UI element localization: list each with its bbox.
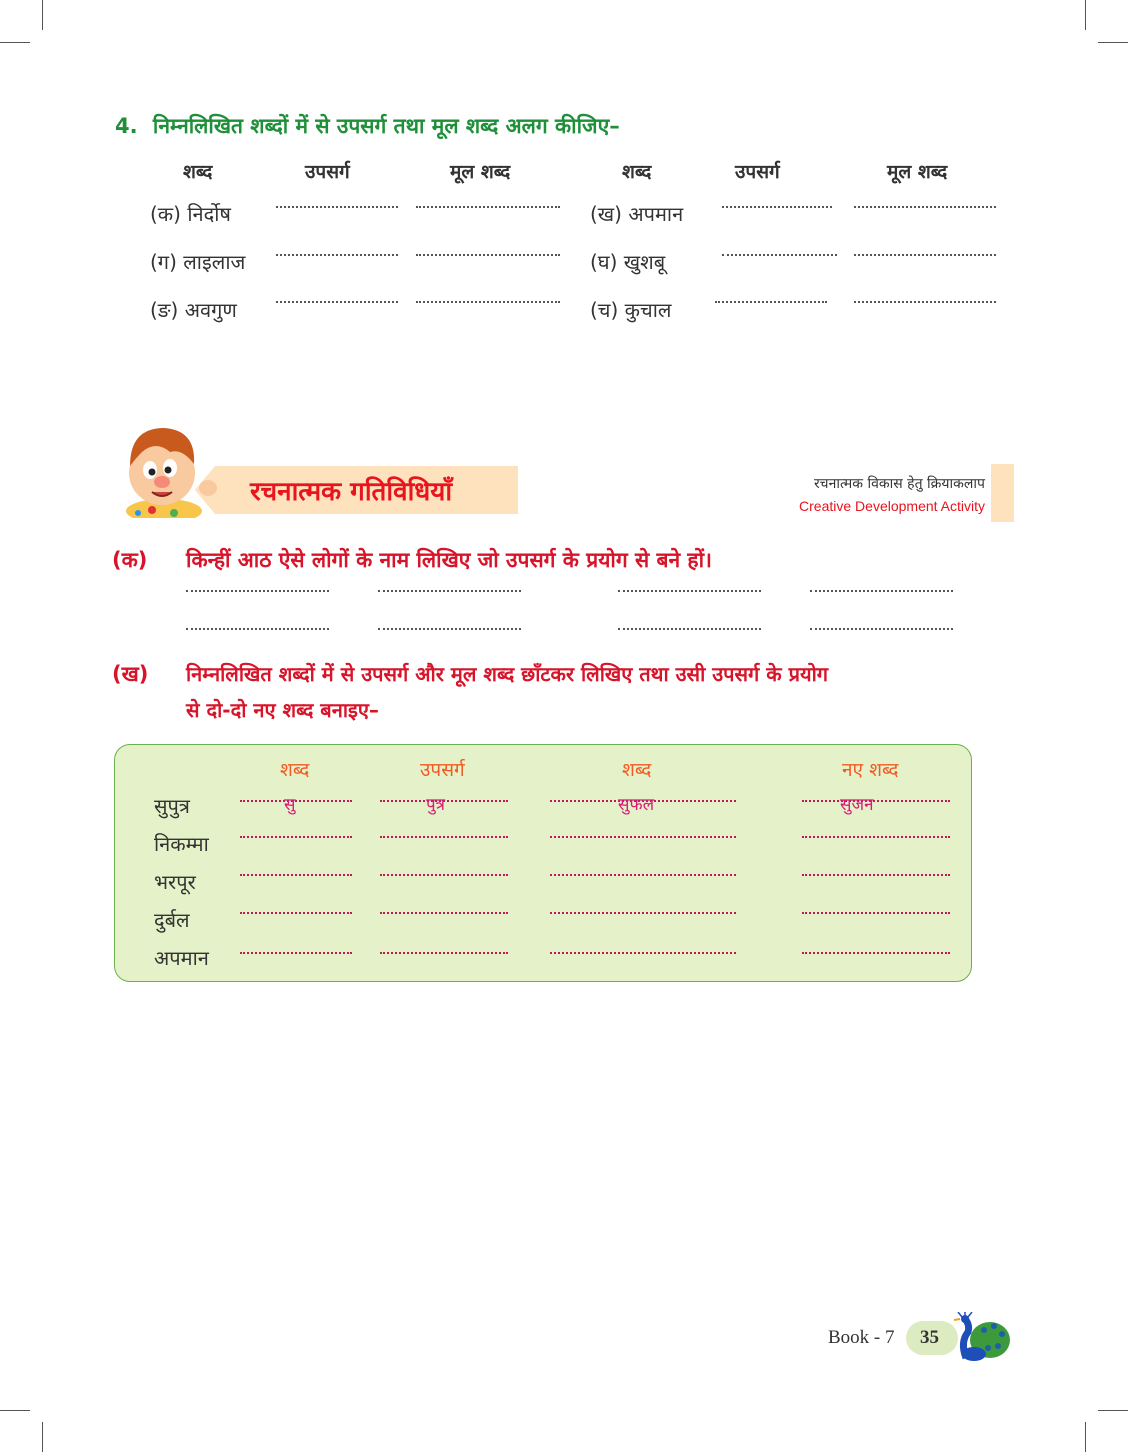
qb-blank[interactable] bbox=[240, 800, 352, 802]
q4-blank[interactable] bbox=[722, 206, 832, 208]
qb-row-word: भरपूर bbox=[154, 870, 196, 894]
qb-blank[interactable] bbox=[380, 874, 508, 876]
qb-text-line2: से दो-दो नए शब्द बनाइए– bbox=[186, 698, 379, 722]
boy-illustration-icon bbox=[112, 418, 220, 518]
qa-marker: (क) bbox=[112, 548, 148, 572]
qa-blank[interactable] bbox=[810, 628, 953, 630]
qb-row-word: निकम्मा bbox=[154, 832, 209, 856]
qb-blank[interactable] bbox=[802, 800, 950, 802]
q4-item-ga: (ग) लाइलाज bbox=[150, 250, 246, 274]
qb-blank[interactable] bbox=[380, 912, 508, 914]
qb-answer: पुत्र bbox=[426, 795, 446, 815]
q4-blank[interactable] bbox=[276, 301, 398, 303]
qb-answer: सुफल bbox=[618, 795, 655, 815]
q4-header-root-1: मूल शब्द bbox=[450, 161, 511, 183]
qb-blank[interactable] bbox=[802, 836, 950, 838]
q4-item-ka: (क) निर्दोष bbox=[150, 202, 231, 226]
qb-blank[interactable] bbox=[802, 874, 950, 876]
q4-blank[interactable] bbox=[416, 206, 560, 208]
qb-blank[interactable] bbox=[802, 912, 950, 914]
q4-item-kha: (ख) अपमान bbox=[590, 202, 684, 226]
qa-blank[interactable] bbox=[618, 628, 761, 630]
qb-blank[interactable] bbox=[380, 952, 508, 954]
crop-mark bbox=[42, 0, 43, 30]
qb-blank[interactable] bbox=[240, 836, 352, 838]
q4-blank[interactable] bbox=[276, 254, 398, 256]
q4-header-word-2: शब्द bbox=[622, 161, 652, 183]
qb-blank[interactable] bbox=[802, 952, 950, 954]
qa-blank[interactable] bbox=[378, 628, 521, 630]
creative-subtitle-bar bbox=[991, 464, 1014, 522]
crop-mark bbox=[1098, 1410, 1128, 1411]
q4-blank[interactable] bbox=[416, 301, 560, 303]
q4-blank[interactable] bbox=[854, 254, 996, 256]
q4-text: निम्नलिखित शब्दों में से उपसर्ग तथा मूल शब्द अलग कीजिए– bbox=[152, 114, 620, 138]
qb-blank[interactable] bbox=[550, 836, 736, 838]
q4-item-nga: (ङ) अवगुण bbox=[150, 298, 237, 322]
crop-mark bbox=[1085, 1422, 1086, 1452]
q4-blank[interactable] bbox=[722, 254, 837, 256]
q4-header-word-1: शब्द bbox=[183, 161, 213, 183]
qa-text: किन्हीं आठ ऐसे लोगों के नाम लिखिए जो उपसर्ग के प्रयोग से बने हों। bbox=[186, 548, 712, 572]
qb-row-word: सुपुत्र bbox=[154, 794, 190, 818]
q4-header-prefix-2: उपसर्ग bbox=[735, 161, 780, 183]
peacock-icon bbox=[950, 1312, 1012, 1364]
footer-book-label: Book - 7 bbox=[828, 1327, 895, 1348]
qb-row-word: दुर्बल bbox=[154, 908, 190, 932]
q4-header-prefix-1: उपसर्ग bbox=[305, 161, 350, 183]
qb-header-word: शब्द bbox=[280, 759, 310, 781]
crop-mark bbox=[0, 42, 30, 43]
qb-answer: सु bbox=[284, 795, 296, 815]
q4-number: 4. bbox=[115, 114, 138, 138]
qb-text-line1: निम्नलिखित शब्दों में से उपसर्ग और मूल शब्द छाँटकर लिखिए तथा उसी उपसर्ग के प्रयोग bbox=[186, 662, 829, 686]
q4-blank[interactable] bbox=[416, 254, 560, 256]
qb-header-new-words: नए शब्द bbox=[842, 759, 899, 781]
q4-blank[interactable] bbox=[276, 206, 398, 208]
creative-subtitle-hindi: रचनात्मक विकास हेतु क्रियाकलाप bbox=[813, 476, 985, 492]
qa-blank[interactable] bbox=[618, 590, 761, 592]
qb-blank[interactable] bbox=[550, 912, 736, 914]
crop-mark bbox=[1085, 0, 1086, 30]
qb-marker: (ख) bbox=[112, 662, 149, 686]
q4-item-gha: (घ) खुशबू bbox=[590, 250, 666, 274]
creative-banner-title: रचनात्मक गतिविधियाँ bbox=[250, 477, 453, 507]
q4-blank[interactable] bbox=[854, 206, 996, 208]
q4-header-root-2: मूल शब्द bbox=[887, 161, 948, 183]
qb-blank[interactable] bbox=[240, 912, 352, 914]
qb-answer: सुजन bbox=[840, 795, 874, 815]
crop-mark bbox=[1098, 42, 1128, 43]
qa-blank[interactable] bbox=[378, 590, 521, 592]
qb-row-word: अपमान bbox=[154, 946, 209, 970]
qb-blank[interactable] bbox=[550, 874, 736, 876]
q4-title bbox=[115, 112, 620, 140]
qa-blank[interactable] bbox=[186, 590, 329, 592]
qb-header-word-2: शब्द bbox=[622, 759, 652, 781]
qb-blank[interactable] bbox=[240, 874, 352, 876]
q4-blank[interactable] bbox=[715, 301, 827, 303]
qb-blank[interactable] bbox=[550, 952, 736, 954]
qb-blank[interactable] bbox=[380, 836, 508, 838]
crop-mark bbox=[0, 1410, 30, 1411]
q4-item-cha: (च) कुचाल bbox=[590, 298, 672, 322]
creative-subtitle-english: Creative Development Activity bbox=[799, 498, 985, 514]
q4-blank[interactable] bbox=[854, 301, 996, 303]
qb-blank[interactable] bbox=[240, 952, 352, 954]
qa-blank[interactable] bbox=[810, 590, 953, 592]
crop-mark bbox=[42, 1422, 43, 1452]
qa-blank[interactable] bbox=[186, 628, 329, 630]
footer-page-number: 35 bbox=[920, 1327, 939, 1348]
qb-header-prefix: उपसर्ग bbox=[420, 759, 465, 781]
